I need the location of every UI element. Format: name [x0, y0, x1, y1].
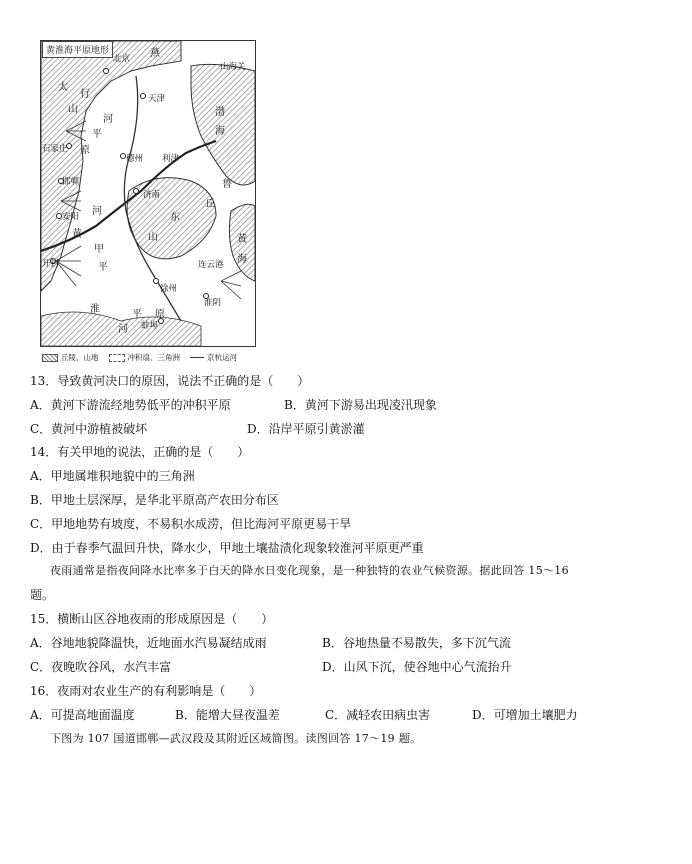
map-title: 黄淮海平原地形 [42, 41, 113, 58]
map-label-yan: 燕 [150, 48, 160, 59]
map-label-huang: 黄 [72, 229, 82, 240]
map-label-qiu: 丘 [205, 199, 215, 210]
q13-option-a: A．黄河下游流经地势低平的冲积平原 [30, 398, 231, 412]
map-label-he: 河 [103, 114, 113, 125]
q15-option-c: C．夜晚吹谷风，水汽丰富 [30, 660, 172, 674]
dashed-swatch-icon [109, 354, 125, 362]
map-legend [42, 352, 237, 363]
map-label-shijiazhuang: 石家庄 [42, 144, 68, 154]
intro-17-19: 下图为 107 国道邯郸—武汉段及其附近区域简图。读图回答 17～19 题。 [50, 732, 422, 745]
map-label-dong: 东 [170, 212, 180, 223]
map-label-jia: 甲 [94, 244, 104, 255]
map-label-huaiyin: 淮阴 [204, 298, 222, 308]
map-label-ping: 平 [92, 129, 102, 140]
q15-option-b: B．谷地热量不易散失，多下沉气流 [322, 636, 511, 650]
intro-15-16-line2: 题。 [30, 588, 55, 602]
intro-15-16-line1: 夜雨通常是指夜间降水比率多于白天的降水日变化现象，是一种独特的农业气候资源。据此回答 15～16 [50, 564, 569, 577]
map-label-he-2: 河 [92, 206, 102, 217]
line-swatch-icon [190, 357, 204, 358]
legend-item-hills [42, 352, 99, 363]
legend-label: 丘陵、山地 [61, 353, 99, 362]
q14-option-b: B．甲地土层深厚，是华北平原高产农田分布区 [30, 493, 279, 507]
map-label-handan: 邯郸 [62, 177, 80, 187]
map-label-xuzhou: 徐州 [160, 284, 178, 294]
map-label-huanghai-2: 海 [237, 254, 247, 265]
map-label-shan-2: 山 [148, 232, 158, 243]
q13-option-b: B．黄河下游易出现凌汛现象 [284, 398, 437, 412]
map-label-lu: 鲁 [222, 179, 232, 190]
q15-option-d: D．山风下沉，使谷地中心气流抬升 [322, 660, 512, 674]
map-label-ping-3: 平 [98, 262, 108, 273]
legend-label: 冲积扇、三角洲 [127, 353, 180, 362]
q16-option-c: C．减轻农田病虫害 [325, 708, 431, 722]
q16-option-b: B．能增大昼夜温差 [175, 708, 280, 722]
map-label-lianyungang: 连云港 [198, 260, 224, 270]
map-label-huai: 淮 [90, 304, 100, 315]
q15-option-a: A．谷地地貌降温快，近地面水汽易凝结成雨 [30, 636, 267, 650]
q14-option-c: C．甲地地势有坡度，不易积水成涝，但比海河平原更易干旱 [30, 517, 352, 531]
map-label-huanghai-1: 黄 [237, 234, 247, 245]
map-label-bohai-2: 海 [215, 126, 225, 137]
q16-option-d: D．可增加土壤肥力 [472, 708, 578, 722]
q14-option-d: D．由于春季气温回升快，降水少，甲地土壤盐渍化现象较淮河平原更严重 [30, 541, 424, 555]
map-label-beijing: 北京 [113, 54, 131, 64]
q16-option-a: A．可提高地面温度 [30, 708, 135, 722]
map-label-anyang: 安阳 [62, 212, 80, 222]
map-label-lijin: 利津 [162, 154, 180, 164]
q13-stem: 13．导致黄河决口的原因，说法不正确的是（ ） [30, 374, 310, 388]
q14-stem: 14．有关甲地的说法，正确的是（ ） [30, 445, 250, 459]
legend-label: 京杭运河 [207, 353, 237, 362]
hatch-swatch-icon [42, 354, 58, 362]
legend-item-fans [109, 352, 181, 363]
q16-stem: 16．夜雨对农业生产的有利影响是（ ） [30, 684, 262, 698]
map-label-hang: 行 [80, 89, 90, 100]
map-label-kaifeng: 开封 [42, 259, 60, 269]
q15-stem: 15．横断山区谷地夜雨的形成原因是（ ） [30, 612, 274, 626]
map-label-shanhaiguan: 山海关 [220, 62, 246, 72]
q14-option-a: A．甲地属堆积地貌中的三角洲 [30, 469, 195, 483]
map-label-yuan-2: 原 [155, 309, 165, 320]
map-label-tai: 太 [58, 82, 68, 93]
map-label-shan: 山 [68, 104, 78, 115]
map-label-yuan: 原 [80, 145, 90, 156]
map-label-dezhou: 德州 [126, 154, 144, 164]
map-label-bengbu: 蚌埠 [141, 321, 159, 331]
q13-option-c: C．黄河中游植被破坏 [30, 422, 148, 436]
map-label-bohai-1: 渤 [215, 107, 225, 118]
map-label-tianjin: 天津 [148, 94, 166, 104]
q13-option-d: D．沿岸平原引黄淤灌 [247, 422, 365, 436]
map-label-ping-2: 平 [132, 309, 142, 320]
map-label-jinan: 济南 [143, 190, 161, 200]
legend-item-canal [190, 352, 237, 363]
map-label-he-3: 河 [118, 324, 128, 335]
